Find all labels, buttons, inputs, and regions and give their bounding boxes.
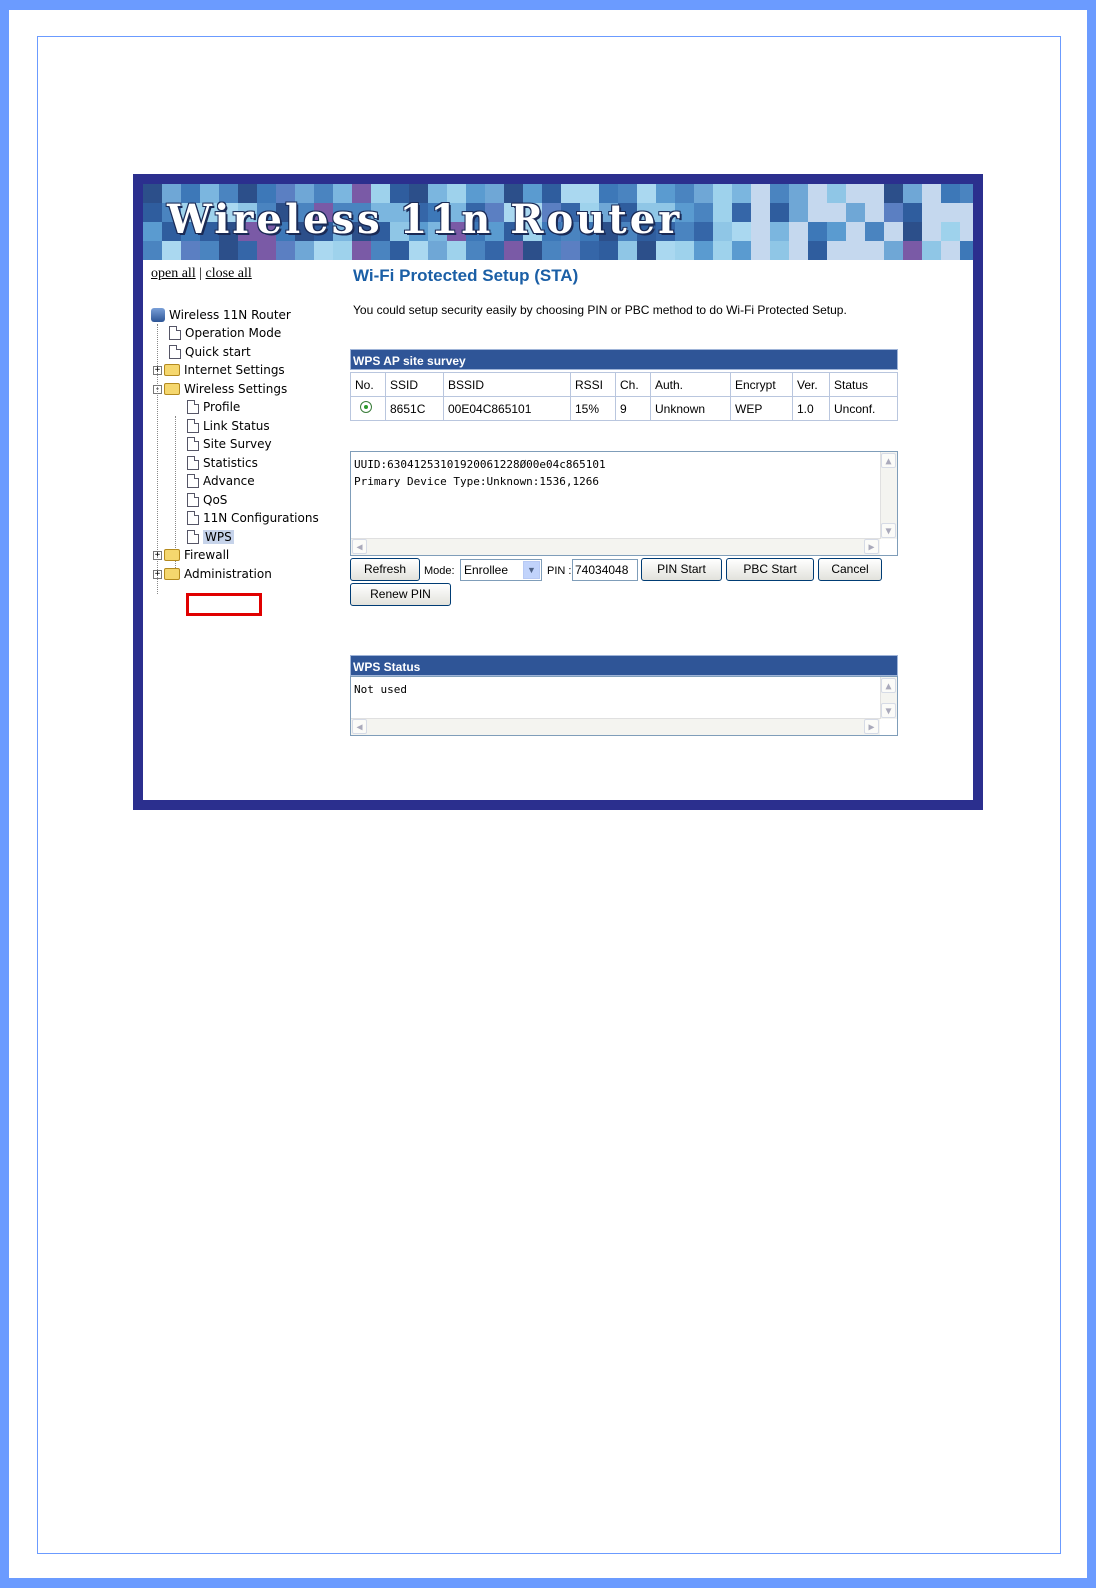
cell-auth: Unknown bbox=[651, 397, 731, 421]
tree-item-label: Administration bbox=[184, 567, 272, 581]
tree-item-wps[interactable] bbox=[187, 528, 234, 546]
survey-table bbox=[350, 372, 898, 421]
tree-item-label: 11N Configurations bbox=[203, 511, 319, 525]
tree-item-statistics[interactable] bbox=[187, 454, 258, 472]
tree-root-label: Wireless 11N Router bbox=[169, 308, 291, 322]
col-ssid: SSID bbox=[386, 373, 444, 397]
tree-item-quick-start[interactable] bbox=[169, 343, 251, 361]
scroll-down-icon[interactable]: ▼ bbox=[881, 703, 896, 718]
scroll-right-icon[interactable]: ▶ bbox=[864, 719, 879, 734]
tree-item-label: Link Status bbox=[203, 419, 270, 433]
device-info-textarea[interactable] bbox=[350, 451, 898, 556]
tree-item-administration[interactable] bbox=[153, 565, 272, 583]
close-all-link[interactable]: close all bbox=[205, 266, 252, 281]
scroll-right-icon[interactable]: ▶ bbox=[864, 539, 879, 554]
scroll-up-icon[interactable]: ▲ bbox=[881, 678, 896, 693]
tree-item-label: Quick start bbox=[185, 345, 251, 359]
document-icon bbox=[187, 474, 199, 488]
document-icon bbox=[169, 326, 181, 340]
pin-label: PIN : bbox=[547, 565, 572, 577]
open-all-link[interactable]: open all bbox=[151, 266, 196, 281]
pin-start-button[interactable]: PIN Start bbox=[641, 558, 722, 581]
document-icon bbox=[187, 400, 199, 414]
horizontal-scrollbar[interactable] bbox=[351, 718, 880, 735]
document-icon bbox=[187, 456, 199, 470]
mode-label: Mode: bbox=[424, 565, 455, 577]
expand-plus-icon[interactable]: + bbox=[154, 568, 161, 579]
tree-item-label: Advance bbox=[203, 474, 255, 488]
col-no: No. bbox=[351, 373, 386, 397]
tree-item-internet-settings[interactable] bbox=[153, 361, 285, 379]
refresh-button[interactable]: Refresh bbox=[350, 558, 420, 581]
router-icon bbox=[151, 308, 165, 322]
scroll-left-icon[interactable]: ◀ bbox=[352, 719, 367, 734]
document-icon bbox=[187, 511, 199, 525]
horizontal-scrollbar[interactable] bbox=[351, 538, 880, 555]
tree-item-label: Operation Mode bbox=[185, 326, 282, 340]
col-encrypt: Encrypt bbox=[731, 373, 793, 397]
cell-status: Unconf. bbox=[830, 397, 898, 421]
tree-item-label: Wireless Settings bbox=[184, 382, 288, 396]
pbc-start-button[interactable]: PBC Start bbox=[726, 558, 814, 581]
status-text: Not used bbox=[354, 683, 407, 696]
tree-item-profile[interactable] bbox=[187, 398, 240, 416]
cell-ssid: 8651C bbox=[386, 397, 444, 421]
col-rssi: RSSI bbox=[571, 373, 616, 397]
table-header-row bbox=[351, 373, 898, 397]
tree-item-label: WPS bbox=[205, 530, 232, 544]
document-icon bbox=[187, 419, 199, 433]
banner bbox=[143, 184, 973, 260]
tree-item-label: QoS bbox=[203, 493, 228, 507]
uuid-line: UUID:63041253101920061228Ø00e04c865101 bbox=[354, 458, 606, 471]
mode-select-value: Enrollee bbox=[464, 563, 509, 577]
survey-heading: WPS AP site survey bbox=[350, 349, 898, 370]
folder-icon bbox=[164, 568, 180, 580]
router-web-ui bbox=[143, 184, 973, 800]
cell-bssid: 00E04C865101 bbox=[444, 397, 571, 421]
link-separator: | bbox=[199, 266, 203, 281]
page-title: Wi-Fi Protected Setup (STA) bbox=[353, 266, 579, 285]
col-status: Status bbox=[830, 373, 898, 397]
col-auth: Auth. bbox=[651, 373, 731, 397]
intro-text: You could setup security easily by choosing PIN or PBC method to do Wi-Fi Protected Setup. bbox=[353, 303, 847, 317]
document-icon bbox=[169, 345, 181, 359]
expand-plus-icon[interactable]: + bbox=[154, 364, 161, 375]
folder-open-icon bbox=[164, 383, 180, 395]
document-icon bbox=[187, 493, 199, 507]
router-screenshot bbox=[133, 174, 983, 810]
tree-item-operation-mode[interactable] bbox=[169, 324, 281, 342]
tree-item-firewall[interactable] bbox=[153, 546, 229, 564]
status-heading: WPS Status bbox=[350, 655, 898, 676]
scroll-left-icon[interactable]: ◀ bbox=[352, 539, 367, 554]
document-icon bbox=[187, 530, 199, 544]
tree-item-label: Site Survey bbox=[203, 437, 272, 451]
radio-selected-icon[interactable] bbox=[360, 401, 372, 413]
cell-ch: 9 bbox=[616, 397, 651, 421]
tree-item-11n-configurations[interactable] bbox=[187, 509, 319, 527]
tree-item-wireless-settings[interactable] bbox=[153, 380, 287, 398]
row-select-cell[interactable] bbox=[351, 397, 386, 421]
cell-ver: 1.0 bbox=[793, 397, 830, 421]
col-bssid: BSSID bbox=[444, 373, 571, 397]
scroll-down-icon[interactable]: ▼ bbox=[881, 523, 896, 538]
scroll-up-icon[interactable]: ▲ bbox=[881, 453, 896, 468]
mode-select[interactable] bbox=[460, 559, 542, 581]
col-ver: Ver. bbox=[793, 373, 830, 397]
collapse-minus-icon[interactable]: - bbox=[154, 383, 161, 394]
chevron-down-icon[interactable]: ▼ bbox=[523, 561, 540, 579]
tree-root[interactable] bbox=[151, 306, 291, 324]
wps-highlight-box bbox=[186, 593, 262, 616]
expand-plus-icon[interactable]: + bbox=[154, 549, 161, 560]
tree-item-label: Profile bbox=[203, 400, 241, 414]
tree-item-advance[interactable] bbox=[187, 472, 255, 490]
tree-item-label: Statistics bbox=[203, 456, 258, 470]
folder-icon bbox=[164, 549, 180, 561]
vertical-scrollbar[interactable] bbox=[880, 452, 897, 539]
cell-encrypt: WEP bbox=[731, 397, 793, 421]
tree-item-site-survey[interactable] bbox=[187, 435, 272, 453]
folder-icon bbox=[164, 364, 180, 376]
col-ch: Ch. bbox=[616, 373, 651, 397]
tree-item-qos[interactable] bbox=[187, 491, 227, 509]
tree-item-label: Firewall bbox=[184, 548, 230, 562]
sidebar bbox=[151, 266, 341, 786]
cancel-button[interactable]: Cancel bbox=[818, 558, 882, 581]
status-textarea[interactable] bbox=[350, 676, 898, 736]
open-close-links bbox=[151, 266, 341, 282]
banner-title: Wireless 11n Router bbox=[167, 196, 683, 243]
tree-item-link-status[interactable] bbox=[187, 417, 270, 435]
cell-rssi: 15% bbox=[571, 397, 616, 421]
document-icon bbox=[187, 437, 199, 451]
vertical-scrollbar[interactable] bbox=[880, 677, 897, 719]
pin-input[interactable]: 74034048 bbox=[572, 559, 638, 581]
device-info-text bbox=[354, 456, 606, 490]
tree-item-label: Internet Settings bbox=[184, 363, 285, 377]
device-type-line: Primary Device Type:Unknown:1536,1266 bbox=[354, 475, 600, 488]
table-row[interactable] bbox=[351, 397, 898, 421]
renew-pin-button[interactable]: Renew PIN bbox=[350, 583, 451, 606]
